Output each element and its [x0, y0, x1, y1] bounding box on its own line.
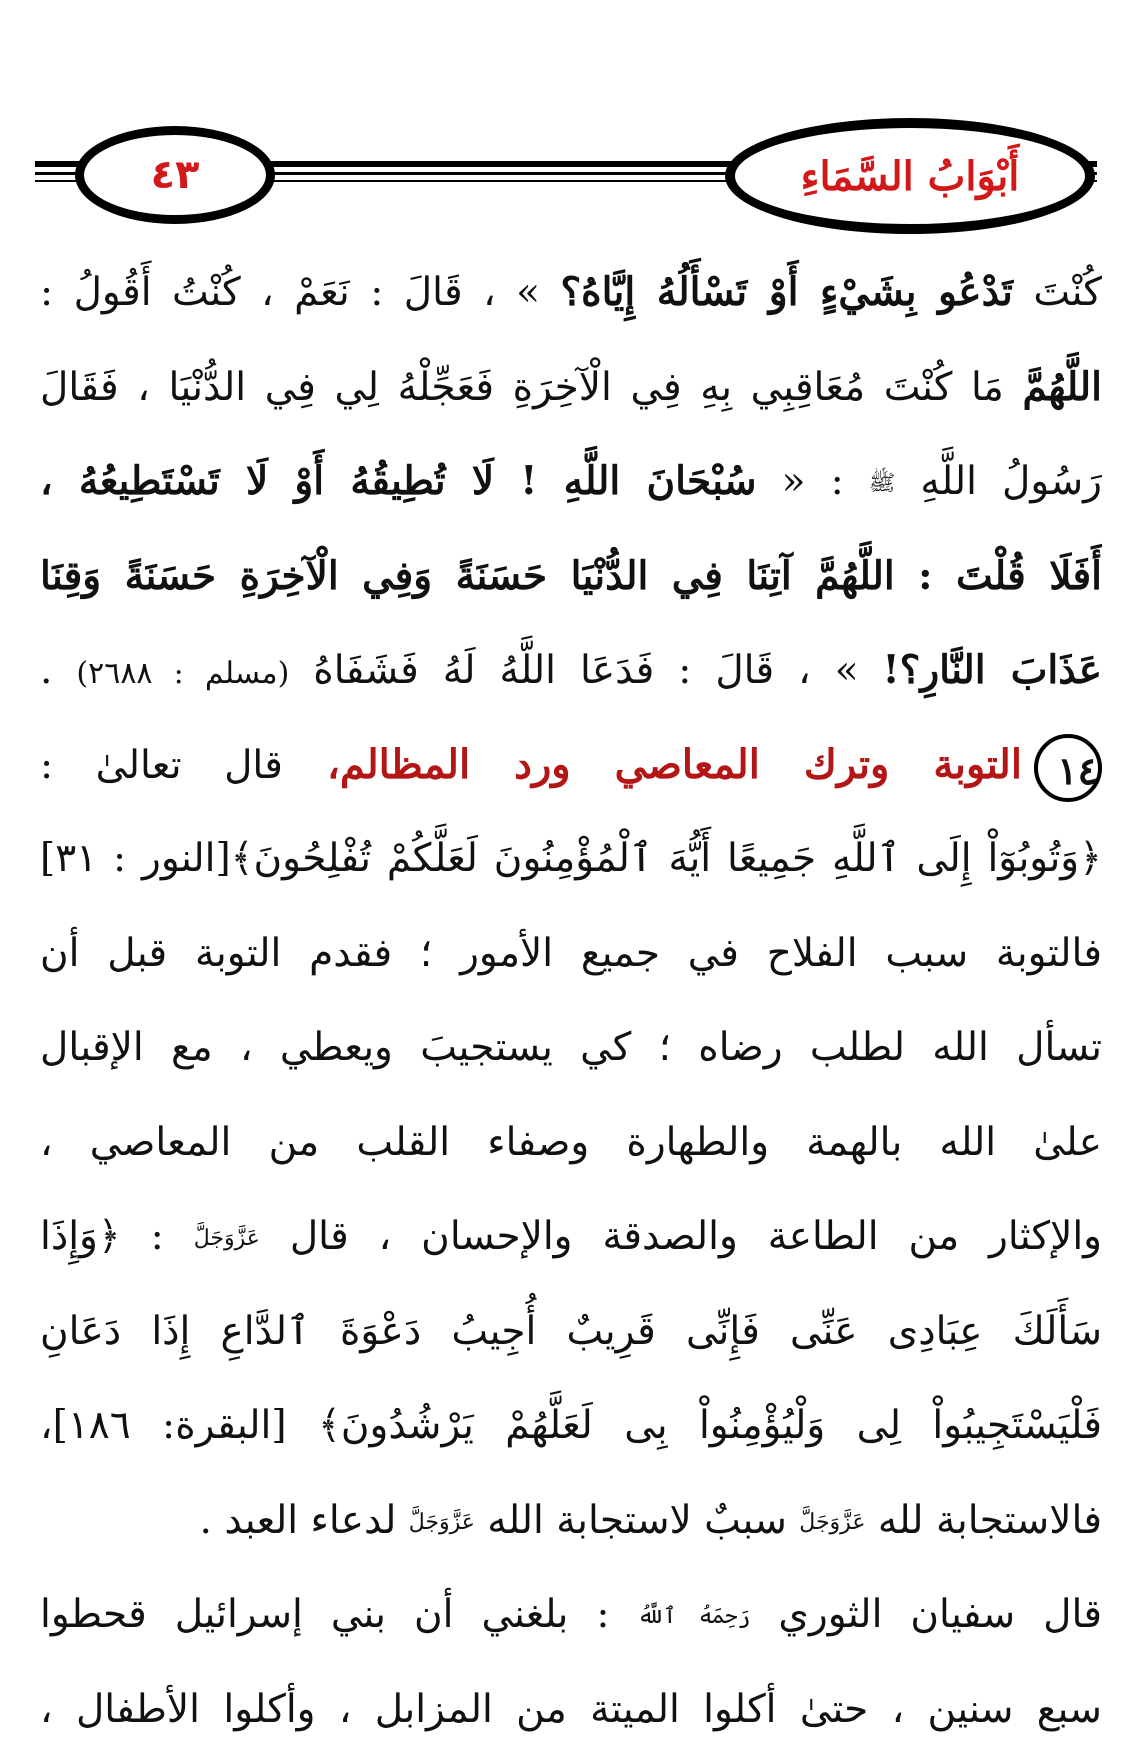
text-line — [40, 528, 1102, 624]
text-run: » ، قَالَ : فَدَعَا اللَّهُ لَهُ فَشَفَاهُ — [289, 648, 883, 693]
section-heading-line — [40, 717, 1102, 813]
text-line — [40, 339, 1102, 435]
text-line — [40, 906, 1102, 1002]
text-run: فالاستجابة لله — [865, 1497, 1102, 1543]
honorific-ligature: رَحِمَهُ ٱللَّهُ — [637, 1604, 751, 1629]
text-run: علىٰ الله بالهمة والطهارة وصفاء القلب من المعاصي ، — [40, 1119, 1102, 1165]
text-run: [البقرة: ١٨٦]، — [40, 1403, 287, 1448]
page-header — [35, 118, 1097, 234]
honorific-ligature: عَزَّوَجَلَّ — [193, 1226, 260, 1251]
text-line — [40, 1000, 1102, 1096]
text-line — [40, 244, 1102, 340]
text-line — [40, 433, 1102, 529]
bold-text: سُبْحَانَ اللَّهِ ! لَا تُطِيقُهُ أَوْ لَا تَسْتَطِيعُهُ ، — [40, 458, 757, 504]
book-title: أَبْوَابُ السَّمَاءِ — [800, 152, 1020, 200]
honorific-ligature: عَزَّوَجَلَّ — [408, 1509, 475, 1535]
section-title: التوبة وترك المعاصي ورد المظالم، — [282, 740, 1022, 788]
bold-text: اللَّهُمَّ — [1022, 363, 1102, 410]
text-run: رَسُولُ اللَّهِ — [895, 459, 1102, 504]
bold-text: أَفَلَا قُلْتَ : اللَّهُمَّ آتِنَا فِي الدُّنْيَا حَسَنَةً وَفِي الْآخِرَةِ حَسَنَةً وَقِنَا — [40, 552, 1102, 599]
page-number-badge — [75, 126, 275, 224]
text-run: سَأَلَكَ عِبَادِى عَنِّى فَإِنِّى قَرِيبٌ أُجِيبُ دَعْوَةَ ٱلدَّاعِ إِذَا دَعَانِ — [40, 1308, 1102, 1354]
text-run: كُنْتَ — [1012, 270, 1102, 315]
text-run: . — [40, 648, 77, 693]
text-line — [40, 622, 1102, 718]
text-line — [40, 1567, 1102, 1663]
bold-text: تَدْعُو بِشَيْءٍ أَوْ تَسْأَلُهُ إِيَّاهُ؟ — [560, 269, 1013, 315]
text-run: : « — [756, 459, 869, 504]
text-line — [40, 1378, 1102, 1474]
page-number: ٤٣ — [150, 152, 200, 198]
text-line — [40, 1662, 1102, 1758]
text-run: ﴿وَتُوبُوٓاْ إِلَى ٱللَّهِ جَمِيعًا أَيُّهَ ٱلْمُؤْمِنُونَ لَعَلَّكُمْ تُفْلِحُونَ﴾ — [230, 836, 1102, 881]
citation: (مسلم : ٢٦٨٨) — [76, 656, 290, 691]
text-run: مَا كُنْتَ مُعَاقِبِي بِهِ فِي الْآخِرَةِ فَعَجِّلْهُ لِي فِي الدُّنْيَا ، فَقَالَ — [40, 364, 1023, 410]
section-number-badge: ١٤ — [1034, 734, 1102, 802]
text-line — [40, 1095, 1102, 1191]
text-run: » ، قَالَ : نَعَمْ ، كُنْتُ أَقُولُ : — [40, 270, 561, 315]
text-run: فالتوبة سبب الفلاح في جميع الأمور ؛ فقدم التوبة قبل أن — [40, 930, 1102, 976]
text-run: قال تعالىٰ : — [40, 742, 283, 788]
text-line — [40, 1284, 1102, 1380]
book-title-badge — [725, 118, 1095, 234]
text-run: فَلْيَسْتَجِيبُواْ لِى وَلْيُؤْمِنُواْ بِى لَعَلَّهُمْ يَرْشُدُونَ﴾ — [286, 1403, 1102, 1448]
bold-text: عَذَابَ النَّارِ؟! — [882, 647, 1102, 693]
text-run: والإكثار من الطاعة والصدقة والإحسان ، قال — [259, 1214, 1102, 1259]
honorific-ligature: عَزَّوَجَلَّ — [799, 1509, 866, 1535]
text-run: : ﴿وَإِذَا — [40, 1214, 194, 1259]
text-run: سبع سنين ، حتىٰ أكلوا الميتة من المزابل ، وأكلوا الأطفال ، — [40, 1686, 1102, 1732]
honorific-ligature: ﷺ — [868, 471, 896, 496]
text-run: قال سفيان الثوري — [750, 1592, 1102, 1637]
text-run: : بلغني أن بني إسرائيل قحطوا — [40, 1592, 638, 1637]
text-run: سببٌ لاستجابة الله — [474, 1497, 800, 1543]
text-line — [40, 811, 1102, 907]
text-run: [النور : ٣١] — [40, 836, 231, 881]
text-line — [40, 1189, 1102, 1285]
text-run: تسأل الله لطلب رضاه ؛ كي يستجيبَ ويعطي ، مع الإقبال — [40, 1025, 1102, 1070]
text-run: لدعاء العبد . — [199, 1497, 409, 1543]
text-line — [40, 1473, 1102, 1569]
